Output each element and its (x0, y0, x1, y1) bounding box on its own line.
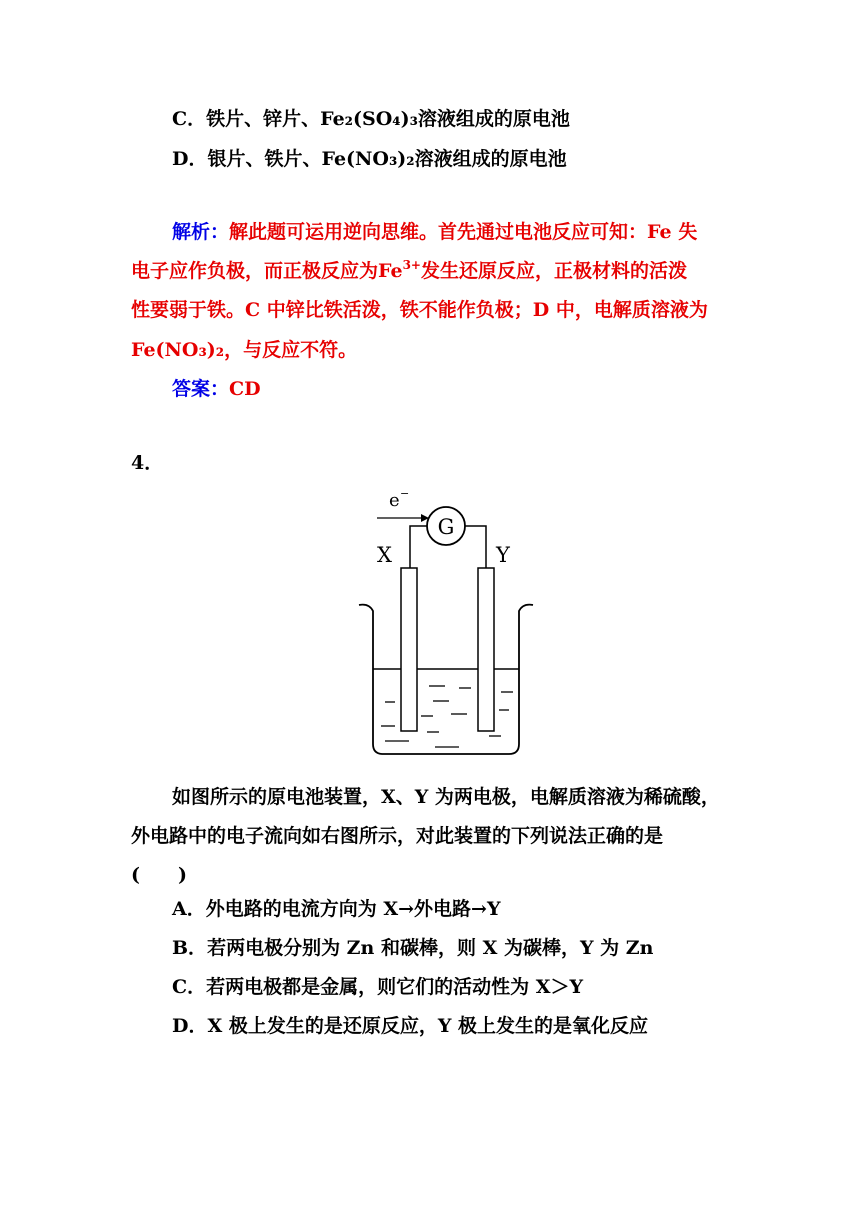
question-stem-line-1: 如图所示的原电池装置，X、Y 为两电极，电解质溶液为稀硫酸， (172, 786, 720, 808)
galvanometer-label: G (437, 515, 455, 539)
option-c: C．若两电极都是金属，则它们的活动性为 X＞Y (172, 976, 584, 998)
answer-blank: ( ) (131, 864, 187, 886)
beaker (359, 605, 533, 754)
option-d: D．X 极上发生的是还原反应，Y 极上发生的是氧化反应 (172, 1015, 649, 1037)
analysis-line-3: 性要弱于铁。C 中锌比铁活泼，铁不能作负极；D 中，电解质溶液为 (131, 299, 708, 321)
question-stem-line-2: 外电路中的电子流向如右图所示，对此装置的下列说法正确的是 (131, 825, 664, 847)
electron-charge: − (400, 488, 410, 500)
electrode-y (478, 568, 494, 731)
analysis-line-2: 电子应作负极，而正极反应为$Fe^{3+}$发生还原反应，正极材料的活泼 (131, 258, 687, 282)
electrode-y-label: Y (496, 543, 510, 567)
question-number: 4． (131, 452, 164, 474)
analysis-line-1: 解析：解此题可运用逆向思维。首先通过电池反应可知：Fe 失 (172, 221, 698, 243)
answer-label: 答案： (172, 378, 230, 400)
analysis-line-4: Fe(NO₃)₂，与反应不符。 (131, 339, 358, 361)
electrode-x (401, 568, 417, 731)
option-c-prev: C．铁片、锌片、Fe₂(SO₄)₃溶液组成的原电池 (172, 108, 570, 130)
answer-value: CD (229, 378, 261, 400)
electrode-x-label: X (377, 543, 392, 567)
option-a: A．外电路的电流方向为 X→外电路→Y (172, 898, 501, 920)
option-d-prev: D．银片、铁片、Fe(NO₃)₂溶液组成的原电池 (172, 148, 567, 170)
answer-line (172, 376, 261, 402)
electron-label: e (389, 490, 400, 511)
right-wire (465, 526, 486, 568)
galvanic-cell-figure (355, 488, 540, 763)
option-b: B．若两电极分别为 Zn 和碳棒，则 X 为碳棒，Y 为 Zn (172, 937, 654, 959)
left-wire (410, 526, 427, 568)
analysis-label: 解析： (172, 221, 230, 243)
